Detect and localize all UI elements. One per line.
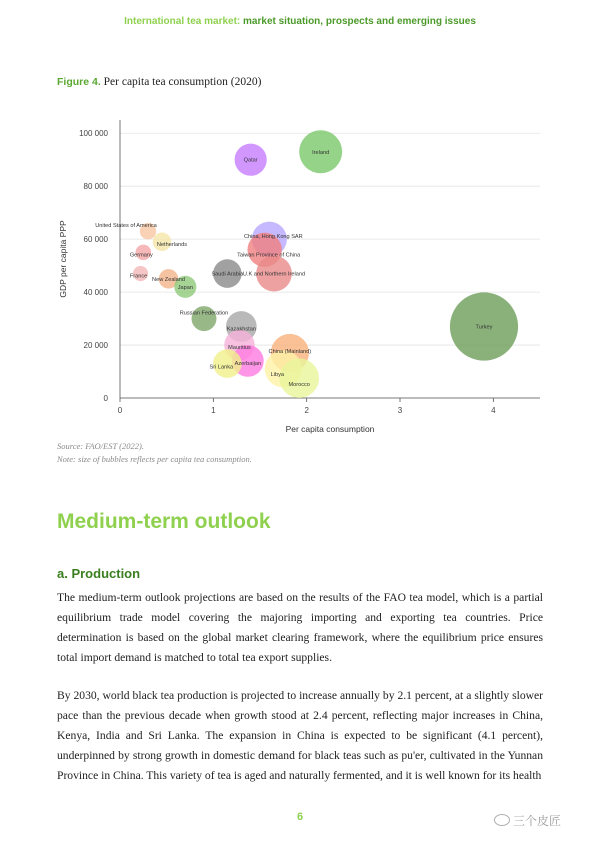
header-title-part2: market situation, prospects and emerging issues: [240, 16, 476, 27]
bubble-label: Japan: [177, 284, 193, 291]
bubble-chart: [40, 100, 560, 440]
figure-note: Note: size of bubbles reflects per capita tea consumption.: [57, 454, 252, 464]
x-axis-title: Per capita consumption: [285, 424, 375, 434]
paragraph-2: By 2030, world black tea production is projected to increase annually by 2.1 percent, at a slightly slower pace than the previous decade when growth stood at 2.4 percent, reflecting major increases in China, Kenya, India and Sri Lanka. The expansion in China is expected to be significant (4.1 percent), underpinned by strong growth in domestic demand for black teas such as pu'er, cultivated in the Yunnan Province in China. This variety of tea is aged and naturally fermented, and it is well known for its health: [57, 689, 543, 782]
bubble-label: Libya: [270, 371, 285, 378]
bubble-label: Kazakhstan: [226, 326, 256, 333]
watermark-text: 三个皮匠: [513, 814, 562, 828]
bubble-label: United States of America: [95, 223, 157, 230]
running-header: [0, 16, 600, 27]
bubble-label: China, Hong Kong SAR: [243, 234, 303, 241]
x-tick-label: 4: [491, 406, 496, 415]
y-tick-label: 40 000: [83, 288, 108, 298]
y-tick-label: 100 000: [79, 129, 108, 139]
y-axis-title: GDP per capita PPP: [58, 220, 68, 298]
header-title-part1: International tea market:: [124, 16, 241, 27]
y-tick-label: 60 000: [83, 235, 108, 245]
bubble: [279, 358, 319, 398]
x-tick-label: 0: [117, 406, 123, 415]
bubble-label: Ireland: [312, 149, 330, 156]
bubble-label: New Zealand: [152, 276, 186, 283]
bubble-label: U.K and Northern Ireland: [242, 271, 306, 278]
x-tick-label: 2: [304, 406, 309, 415]
bubble-label: China (Mainland): [268, 348, 312, 355]
wechat-icon: [494, 814, 510, 826]
bubble-label: Sri Lanka: [209, 364, 234, 371]
watermark: [494, 812, 561, 829]
subsection-heading: a. Production: [57, 566, 141, 581]
page-number: 6: [296, 811, 304, 823]
y-tick-label: 20 000: [83, 341, 108, 351]
bubble-label: Saudi Arabia: [211, 271, 244, 278]
figure-title: [57, 76, 261, 88]
bubble-label: Morocco: [288, 382, 310, 389]
figure-caption: Per capita tea consumption (2020): [100, 76, 262, 88]
y-tick-label: 80 000: [83, 182, 108, 192]
figure-source: Source: FAO/EST (2022).: [57, 441, 144, 451]
x-tick-label: 1: [211, 406, 216, 415]
bubble-label: Taiwan Province of China: [237, 252, 301, 259]
bubble-label: Turkey: [475, 324, 493, 331]
figure-notes: [57, 440, 252, 466]
x-tick-label: 3: [397, 406, 403, 415]
bubble-label: Qatar: [243, 157, 258, 164]
bubble-label: France: [129, 273, 148, 280]
section-heading: Medium-term outlook: [57, 510, 271, 533]
paragraph-1: The medium-term outlook projections are based on the results of the FAO tea model, which is a partial equilibrium trade model covering the majoring importing and exporting tea countries. Price determination is based on the global market clearing framework, where the equilibrium price ensures total import demand is matched to total tea export supplies.: [57, 591, 543, 664]
bubble-label: Germany: [129, 252, 153, 259]
bubble-label: Russian Federation: [179, 310, 229, 317]
bubble-label: Mauritius: [228, 345, 251, 352]
y-tick-label: 0: [103, 394, 108, 403]
bubble-label: Azerbaijan: [234, 360, 262, 367]
figure-label: Figure 4.: [57, 76, 101, 88]
bubble-label: Netherlands: [156, 241, 188, 248]
